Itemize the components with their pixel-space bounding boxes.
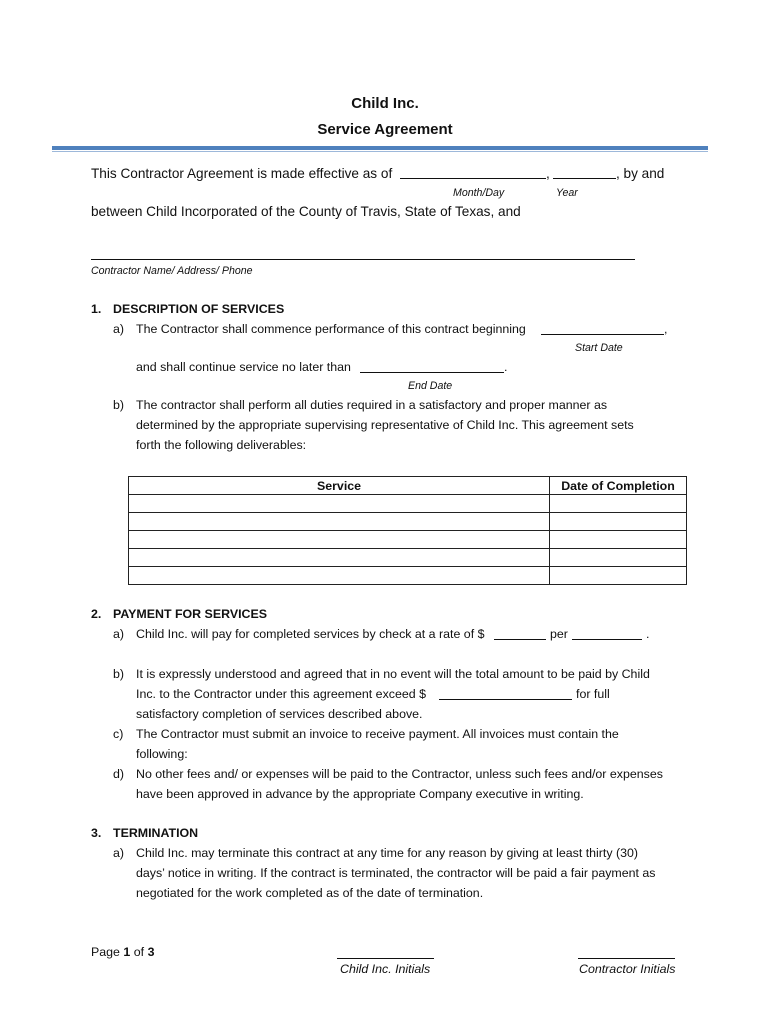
service-cell[interactable] bbox=[129, 549, 550, 567]
s1-b-line: forth the following deliverables: bbox=[136, 438, 307, 452]
s3-a-line: days’ notice in writing. If the contract is terminated, the contractor will be paid a fair payment as bbox=[136, 866, 656, 880]
date-cell[interactable] bbox=[550, 567, 687, 585]
section2-number: 2. bbox=[91, 607, 102, 621]
page-label: Page bbox=[91, 945, 120, 959]
s2-c-label: c) bbox=[113, 727, 124, 741]
child-initials-field[interactable] bbox=[337, 958, 434, 959]
intro-by-and: , by and bbox=[616, 166, 665, 181]
date-cell[interactable] bbox=[550, 531, 687, 549]
section1-number: 1. bbox=[91, 302, 102, 316]
company-name: Child Inc. bbox=[351, 95, 419, 112]
s2-a-period: . bbox=[646, 627, 650, 641]
s2-b-line2: Inc. to the Contractor under this agreement exceed $ bbox=[136, 687, 426, 701]
s2-d-label: d) bbox=[113, 767, 125, 781]
table-row bbox=[129, 567, 687, 585]
s2-a-per: per bbox=[550, 627, 568, 641]
rate-unit-field[interactable] bbox=[572, 639, 642, 640]
effective-year-field[interactable] bbox=[553, 178, 616, 179]
child-initials-label: Child Inc. Initials bbox=[340, 962, 431, 976]
header-rule bbox=[52, 146, 708, 150]
s2-a-text: Child Inc. will pay for completed services by check at a rate of $ bbox=[136, 627, 485, 641]
s1-a2-text: and shall continue service no later than bbox=[136, 360, 351, 374]
page-total: 3 bbox=[147, 945, 155, 959]
page-indicator bbox=[91, 945, 154, 959]
label-end-date: End Date bbox=[408, 380, 453, 392]
section1-heading: DESCRIPTION OF SERVICES bbox=[113, 302, 285, 316]
date-cell[interactable] bbox=[550, 549, 687, 567]
intro-line1: This Contractor Agreement is made effective as of bbox=[91, 166, 393, 181]
s3-a-label: a) bbox=[113, 846, 125, 860]
table-row bbox=[129, 549, 687, 567]
service-cell[interactable] bbox=[129, 513, 550, 531]
s2-c-line: following: bbox=[136, 747, 188, 761]
column-header-service: Service bbox=[129, 477, 550, 495]
table-row bbox=[129, 513, 687, 531]
s2-c-line: The Contractor must submit an invoice to receive payment. All invoices must contain the bbox=[136, 727, 619, 741]
page-number: 1 bbox=[123, 945, 131, 959]
s3-a-line: Child Inc. may terminate this contract at any time for any reason by giving at least thirty (30) bbox=[136, 846, 639, 860]
s1-b-line: determined by the appropriate supervising representative of Child Inc. This agreement sets bbox=[136, 418, 634, 432]
label-year: Year bbox=[556, 187, 578, 199]
rate-amount-field[interactable] bbox=[494, 639, 546, 640]
table-row bbox=[129, 495, 687, 513]
document-title: Service Agreement bbox=[317, 121, 453, 138]
service-cell[interactable] bbox=[129, 495, 550, 513]
s2-b-label: b) bbox=[113, 667, 125, 681]
s1-b-line: The contractor shall perform all duties required in a satisfactory and proper manner as bbox=[136, 398, 608, 412]
s1-a-text: The Contractor shall commence performance of this contract beginning bbox=[136, 322, 526, 336]
page-of: of bbox=[133, 945, 145, 959]
contractor-info-field[interactable] bbox=[91, 259, 635, 260]
service-cell[interactable] bbox=[129, 531, 550, 549]
start-date-field[interactable] bbox=[541, 334, 664, 335]
end-date-field[interactable] bbox=[360, 372, 504, 373]
intro-line2: between Child Incorporated of the County of Travis, State of Texas, and bbox=[91, 204, 521, 219]
table-row bbox=[129, 531, 687, 549]
s2-d-line: have been approved in advance by the appropriate Company executive in writing. bbox=[136, 787, 584, 801]
s1-a2-period: . bbox=[504, 360, 508, 374]
section3-heading: TERMINATION bbox=[113, 826, 199, 840]
s1-a-label: a) bbox=[113, 322, 125, 336]
label-start-date: Start Date bbox=[575, 342, 623, 354]
s2-b-line1: It is expressly understood and agreed that in no event will the total amount to be paid by Child bbox=[136, 667, 650, 681]
s3-a-line: negotiated for the work completed as of the date of termination. bbox=[136, 886, 484, 900]
effective-monthday-field[interactable] bbox=[400, 178, 546, 179]
label-contractor: Contractor Name/ Address/ Phone bbox=[91, 265, 253, 277]
s2-b-line3: satisfactory completion of services described above. bbox=[136, 707, 423, 721]
date-cell[interactable] bbox=[550, 513, 687, 531]
contractor-initials-field[interactable] bbox=[578, 958, 675, 959]
service-cell[interactable] bbox=[129, 567, 550, 585]
max-amount-field[interactable] bbox=[439, 699, 572, 700]
header-rule-thin bbox=[52, 151, 708, 152]
label-monthday: Month/Day bbox=[453, 187, 505, 199]
s1-b-label: b) bbox=[113, 398, 125, 412]
s2-a-label: a) bbox=[113, 627, 125, 641]
s2-b-for-full: for full bbox=[576, 687, 610, 701]
date-cell[interactable] bbox=[550, 495, 687, 513]
s1-a-comma: , bbox=[664, 322, 668, 336]
column-header-date-of-completion: Date of Completion bbox=[550, 477, 687, 495]
table-header-row bbox=[129, 477, 687, 495]
contractor-initials-label: Contractor Initials bbox=[579, 962, 676, 976]
section2-heading: PAYMENT FOR SERVICES bbox=[113, 607, 267, 621]
deliverables-table bbox=[128, 476, 687, 585]
intro-comma: , bbox=[546, 166, 550, 181]
s2-d-line: No other fees and/ or expenses will be paid to the Contractor, unless such fees and/or expenses bbox=[136, 767, 663, 781]
section3-number: 3. bbox=[91, 826, 102, 840]
